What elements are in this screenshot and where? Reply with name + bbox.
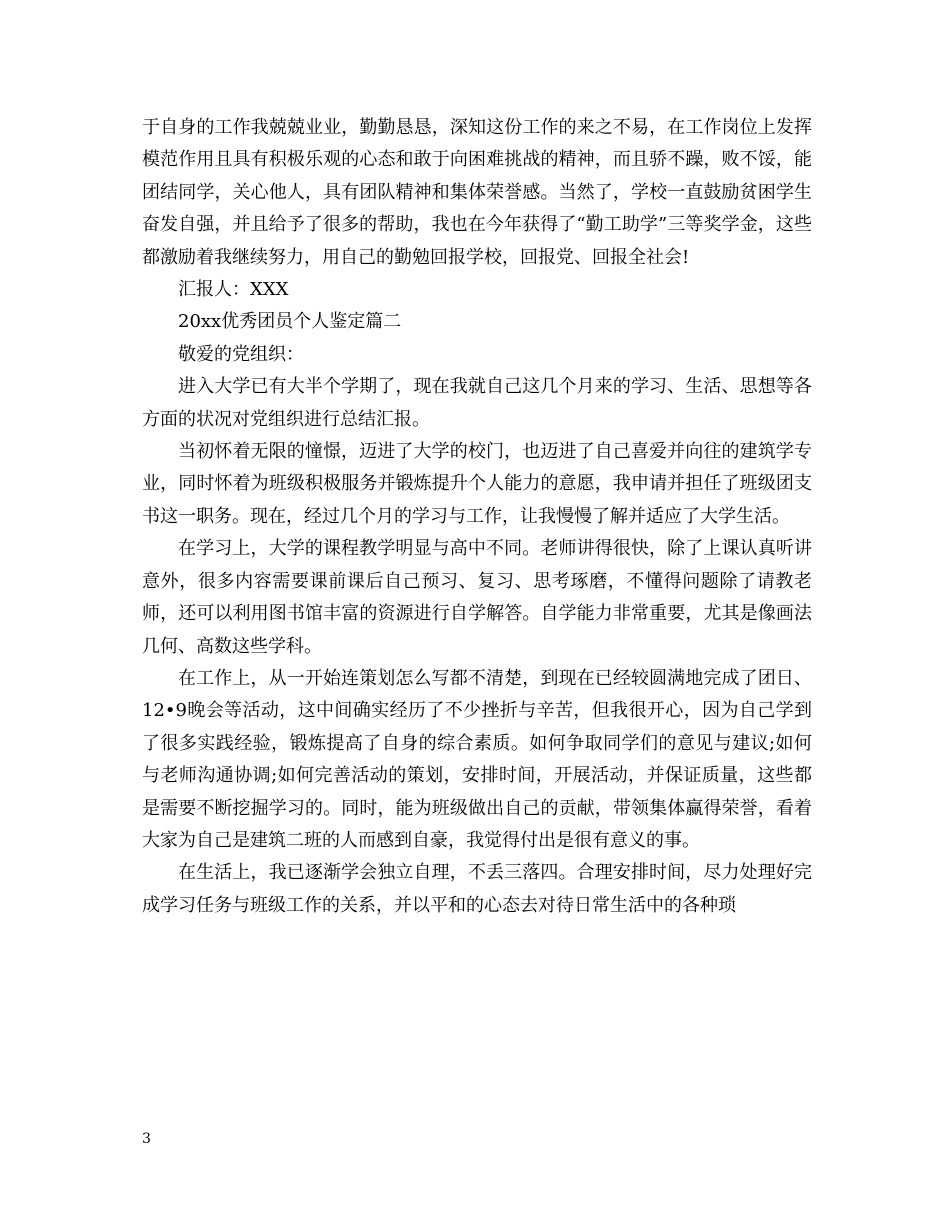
paragraph-continuation: 于自身的工作我兢兢业业，勤勤恳恳，深知这份工作的来之不易，在工作岗位上发挥模范作用且具有积极乐观的心态和敢于向困难挑战的精神，而且骄不躁，败不馁，能团结同学，关心他人，具有团队精神和集体荣誉感。当然了，学校一直鼓励贫困学生奋发自强，并且给予了很多的帮助，我也在今年获得了“勤工助学”三等奖学金，这些都激励着我继续努力，用自己的勤勉回报学校，回报党、回报全社会! [142,117,812,268]
paragraph-life: 在生活上，我已逐渐学会独立自理，不丢三落四。合理安排时间，尽力处理好完成学习任务与班级工作的关系，并以平和的心态去对待日常生活中的各种琐 [142,862,812,916]
reporter-line: 汇报人：XXX [178,279,289,301]
paragraph-work: 在工作上，从一开始连策划怎么写都不清楚，到现在已经较圆满地完成了团日、12•9晚会等活动，这中间确实经历了不少挫折与辛苦，但我很开心，因为自己学到了很多实践经验，锻炼提高了自身的综合素质。如何争取同学们的意见与建议;如何与老师沟通协调;如何完善活动的策划，安排时间，开展活动，并保证质量，这些都是需要不断挖掘学习的。同时，能为班级做出自己的贡献，带领集体赢得荣誉，看着大家为自己是建筑二班的人而感到自豪，我觉得付出是很有意义的事。 [142,667,812,851]
paragraph-major: 当初怀着无限的憧憬，迈进了大学的校门，也迈进了自己喜爱并向往的建筑学专业，同时怀着为班级积极服务并锻炼提升个人能力的意愿，我申请并担任了班级团支书这一职务。现在，经过几个月的学习与工作，让我慢慢了解并适应了大学生活。 [142,441,812,527]
salutation: 敬爱的党组织： [178,343,304,365]
page-number: 3 [142,1131,151,1147]
paragraph-intro: 进入大学已有大半个学期了，现在我就自己这几个月来的学习、生活、思想等各方面的状况对党组织进行总结汇报。 [142,376,812,430]
section-heading: 20xx优秀团员个人鉴定篇二 [178,311,402,333]
paragraph-study: 在学习上，大学的课程教学明显与高中不同。老师讲得很快，除了上课认真听讲意外，很多内容需要课前课后自己预习、复习、思考琢磨，不懂得问题除了请教老师，还可以利用图书馆丰富的资源进行自学解答。自学能力非常重要，尤其是像画法几何、高数这些学科。 [142,538,812,657]
document-body [142,112,812,922]
